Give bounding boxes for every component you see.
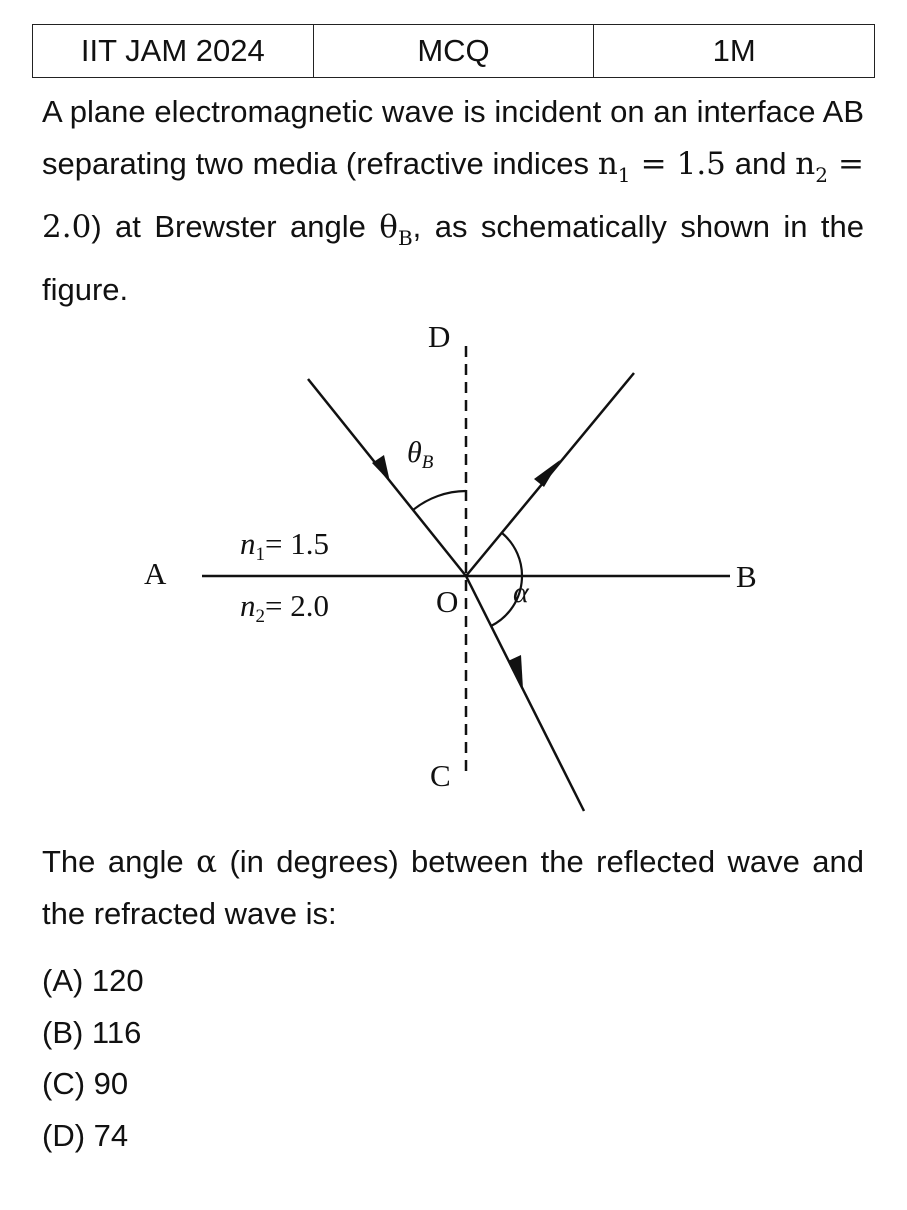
- n1-value: = 1.5: [630, 146, 726, 182]
- intro-text-2: ) at Brewster angle: [91, 209, 380, 244]
- brewster-figure: [130, 310, 780, 820]
- n2-label-sub: 2: [255, 606, 265, 627]
- n2-label-value: = 2.0: [265, 588, 329, 623]
- question-text-1: The angle: [42, 844, 197, 879]
- theta-label-symbol: θ: [407, 436, 422, 469]
- refracted-arrow: [508, 655, 523, 689]
- theta-symbol: θ: [379, 209, 398, 245]
- option-b[interactable]: (B) 116: [42, 1014, 142, 1050]
- header-table: [32, 24, 875, 78]
- n2-symbol: n: [795, 146, 816, 182]
- option-c[interactable]: (C) 90: [42, 1066, 129, 1101]
- label-a: A: [144, 556, 167, 591]
- reflected-arrow: [534, 460, 560, 487]
- refracted-ray: [466, 576, 584, 811]
- marks-cell: 1M: [594, 25, 875, 78]
- theta-subscript: B: [397, 226, 413, 250]
- exam-cell: IIT JAM 2024: [33, 25, 314, 78]
- intro-text-1: A plane electromagnetic wave is incident on an interface AB separating two media (refractive indices: [42, 94, 864, 181]
- intro-paragraph: [42, 86, 864, 316]
- alpha-label: α: [513, 576, 529, 609]
- question-type-cell: MCQ: [313, 25, 594, 78]
- alpha-symbol: α: [196, 844, 218, 880]
- answer-options: [42, 955, 144, 1161]
- n2-label: [240, 588, 329, 627]
- label-c: C: [430, 758, 451, 793]
- n1-symbol: n: [597, 146, 618, 182]
- label-o: O: [436, 584, 459, 619]
- theta-arc: [413, 491, 466, 510]
- label-b: B: [736, 559, 757, 594]
- incident-arrow: [372, 455, 390, 482]
- n2-label-symbol: n: [240, 588, 256, 623]
- n1-label: [240, 526, 329, 565]
- option-a[interactable]: (A) 120: [42, 963, 144, 998]
- n1-label-value: = 1.5: [265, 526, 329, 561]
- n2-subscript: 2: [815, 163, 828, 187]
- n1-label-sub: 1: [255, 544, 265, 565]
- n1-subscript: 1: [617, 163, 631, 187]
- intro-text-3: , as schematically shown in the figure.: [42, 209, 864, 307]
- n2-value: = 2.0: [42, 146, 864, 245]
- n1-label-symbol: n: [240, 526, 256, 561]
- theta-label: [407, 436, 434, 473]
- label-d: D: [428, 319, 451, 354]
- theta-label-sub: B: [421, 452, 434, 473]
- question-text-2: (in degrees) between the reflected wave and the refracted wave is:: [42, 844, 864, 931]
- option-d[interactable]: (D) 74: [42, 1117, 129, 1153]
- question-paragraph: [42, 836, 864, 940]
- intro-and: and: [725, 146, 796, 181]
